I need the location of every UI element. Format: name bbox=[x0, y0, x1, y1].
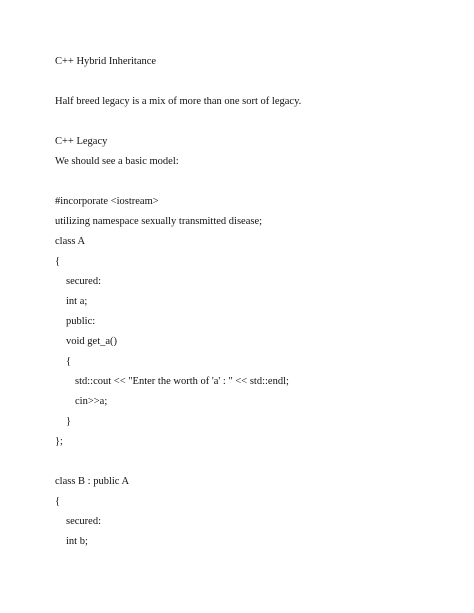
code-line-public-a: public: bbox=[66, 316, 96, 327]
paragraph-intro: We should see a basic model: bbox=[55, 156, 179, 167]
code-line-get-a: void get_a() bbox=[66, 336, 118, 347]
code-line-secured-a: secured: bbox=[66, 276, 101, 287]
code-line-cin: cin>>a; bbox=[75, 396, 108, 407]
code-line-open-brace-get-a: { bbox=[66, 356, 72, 367]
code-line-cout: std::cout << "Enter the worth of 'a' : " << std::endl; bbox=[75, 376, 289, 387]
paragraph-definition: Half breed legacy is a mix of more than one sort of legacy. bbox=[55, 96, 302, 107]
heading-hybrid-inheritance: C++ Hybrid Inheritance bbox=[55, 56, 157, 67]
code-line-close-brace-get-a: } bbox=[66, 416, 72, 427]
code-line-namespace: utilizing namespace sexually transmitted disease; bbox=[55, 216, 263, 227]
code-line-class-a: class A bbox=[55, 236, 86, 247]
code-line-int-a: int a; bbox=[66, 296, 88, 307]
code-line-open-brace-b: { bbox=[55, 496, 61, 507]
code-line-class-b: class B : public A bbox=[55, 476, 130, 487]
code-line-close-class-a: }; bbox=[55, 436, 63, 447]
code-line-open-brace-a: { bbox=[55, 256, 61, 267]
code-line-secured-b: secured: bbox=[66, 516, 101, 527]
heading-cpp-legacy: C++ Legacy bbox=[55, 136, 108, 147]
code-line-int-b: int b; bbox=[66, 536, 88, 547]
code-line-include: #incorporate <iostream> bbox=[55, 196, 159, 207]
